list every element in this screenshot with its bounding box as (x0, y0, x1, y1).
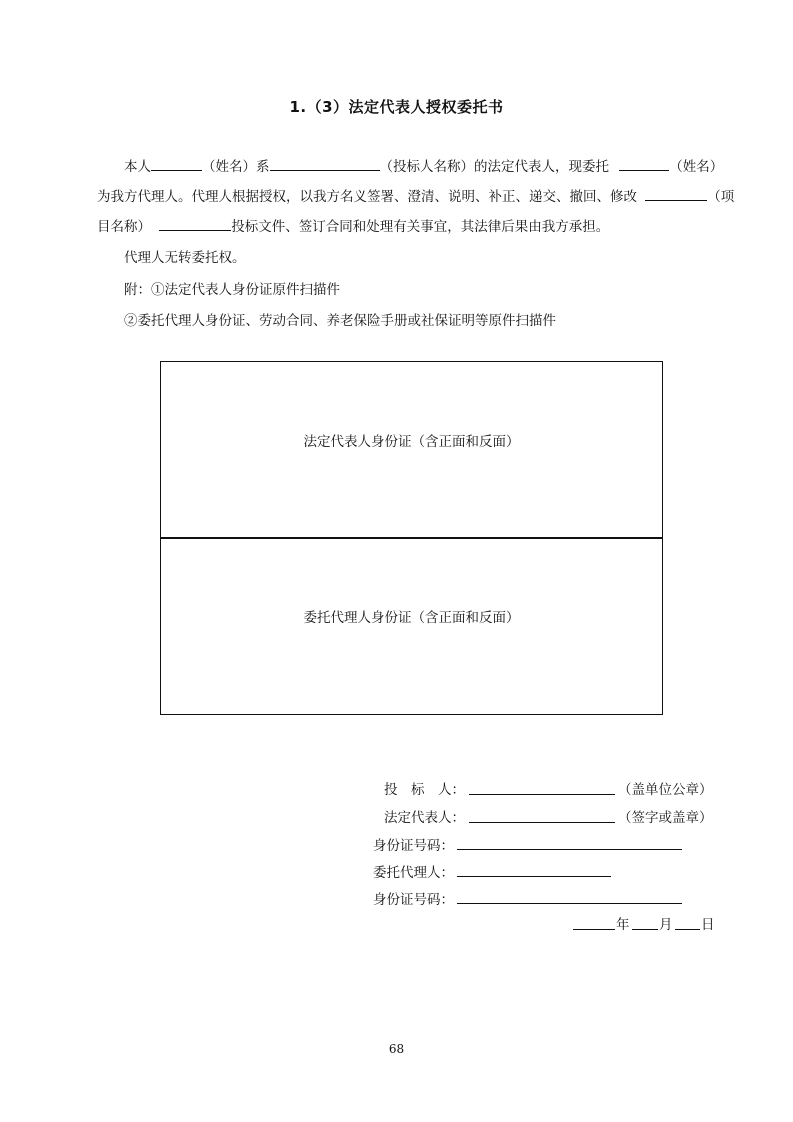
legal-rep-sign-line[interactable] (469, 822, 615, 823)
year-label: 年 (616, 917, 630, 933)
attachment-1: 附：①法定代表人身份证原件扫描件 (124, 282, 340, 298)
attachment-2: ②委托代理人身份证、劳动合同、养老保险手册或社保证明等原件扫描件 (124, 313, 556, 329)
agent-id-label: 委托代理人身份证（含正面和反面） (303, 610, 520, 626)
line1-text-c: （投标人名称）的法定代表人，现委托 (379, 159, 609, 175)
bidder-note: （盖单位公章） (618, 782, 713, 798)
line2-text-b: （项 (707, 189, 735, 205)
line2-text-a: 为我方代理人。代理人根据授权，以我方名义签署、澄清、说明、补正、递交、撤回、修改 (97, 189, 637, 205)
id-number-line-2[interactable] (457, 903, 682, 904)
name-blank-1[interactable] (151, 155, 202, 171)
name-blank-2[interactable] (619, 155, 669, 171)
bidder-name-blank[interactable] (270, 155, 380, 171)
page-number: 68 (388, 1042, 405, 1056)
agent-id-box (160, 537, 663, 715)
line1-text-d: （姓名） (669, 159, 724, 175)
day-label: 日 (701, 917, 715, 933)
page-title: 1.（3）法定代表人授权委托书 (289, 98, 504, 116)
legal-rep-label: 法定代表人： (384, 810, 465, 826)
no-transfer-note: 代理人无转委托权。 (124, 250, 246, 266)
body-line-2 (97, 182, 734, 212)
line3-text-a: 目名称） (97, 219, 151, 235)
agent-label: 委托代理人： (373, 865, 454, 881)
bidder-label: 投 标 人： (384, 782, 465, 798)
month-label: 月 (659, 917, 673, 933)
line3-text-b: 投标文件、签订合同和处理有关事宜，其法律后果由我方承担。 (231, 219, 610, 235)
body-line-3 (97, 212, 609, 242)
day-blank[interactable] (675, 929, 700, 930)
bidder-sign-line[interactable] (469, 794, 615, 795)
year-blank[interactable] (573, 929, 615, 930)
legal-rep-id-box (160, 361, 663, 539)
line1-text-b: （姓名）系 (202, 159, 270, 175)
month-blank[interactable] (632, 929, 658, 930)
project-name-blank[interactable] (645, 185, 707, 201)
agent-sign-line[interactable] (457, 876, 611, 877)
line1-text-a: 本人 (124, 159, 151, 175)
project-name-blank-2[interactable] (159, 215, 231, 231)
body-line-1 (124, 152, 723, 182)
id-number-label-1: 身份证号码： (373, 838, 454, 854)
id-number-label-2: 身份证号码： (373, 892, 454, 908)
id-number-line-1[interactable] (457, 849, 682, 850)
legal-rep-id-label: 法定代表人身份证（含正面和反面） (303, 434, 520, 450)
legal-rep-note: （签字或盖章） (618, 810, 713, 826)
